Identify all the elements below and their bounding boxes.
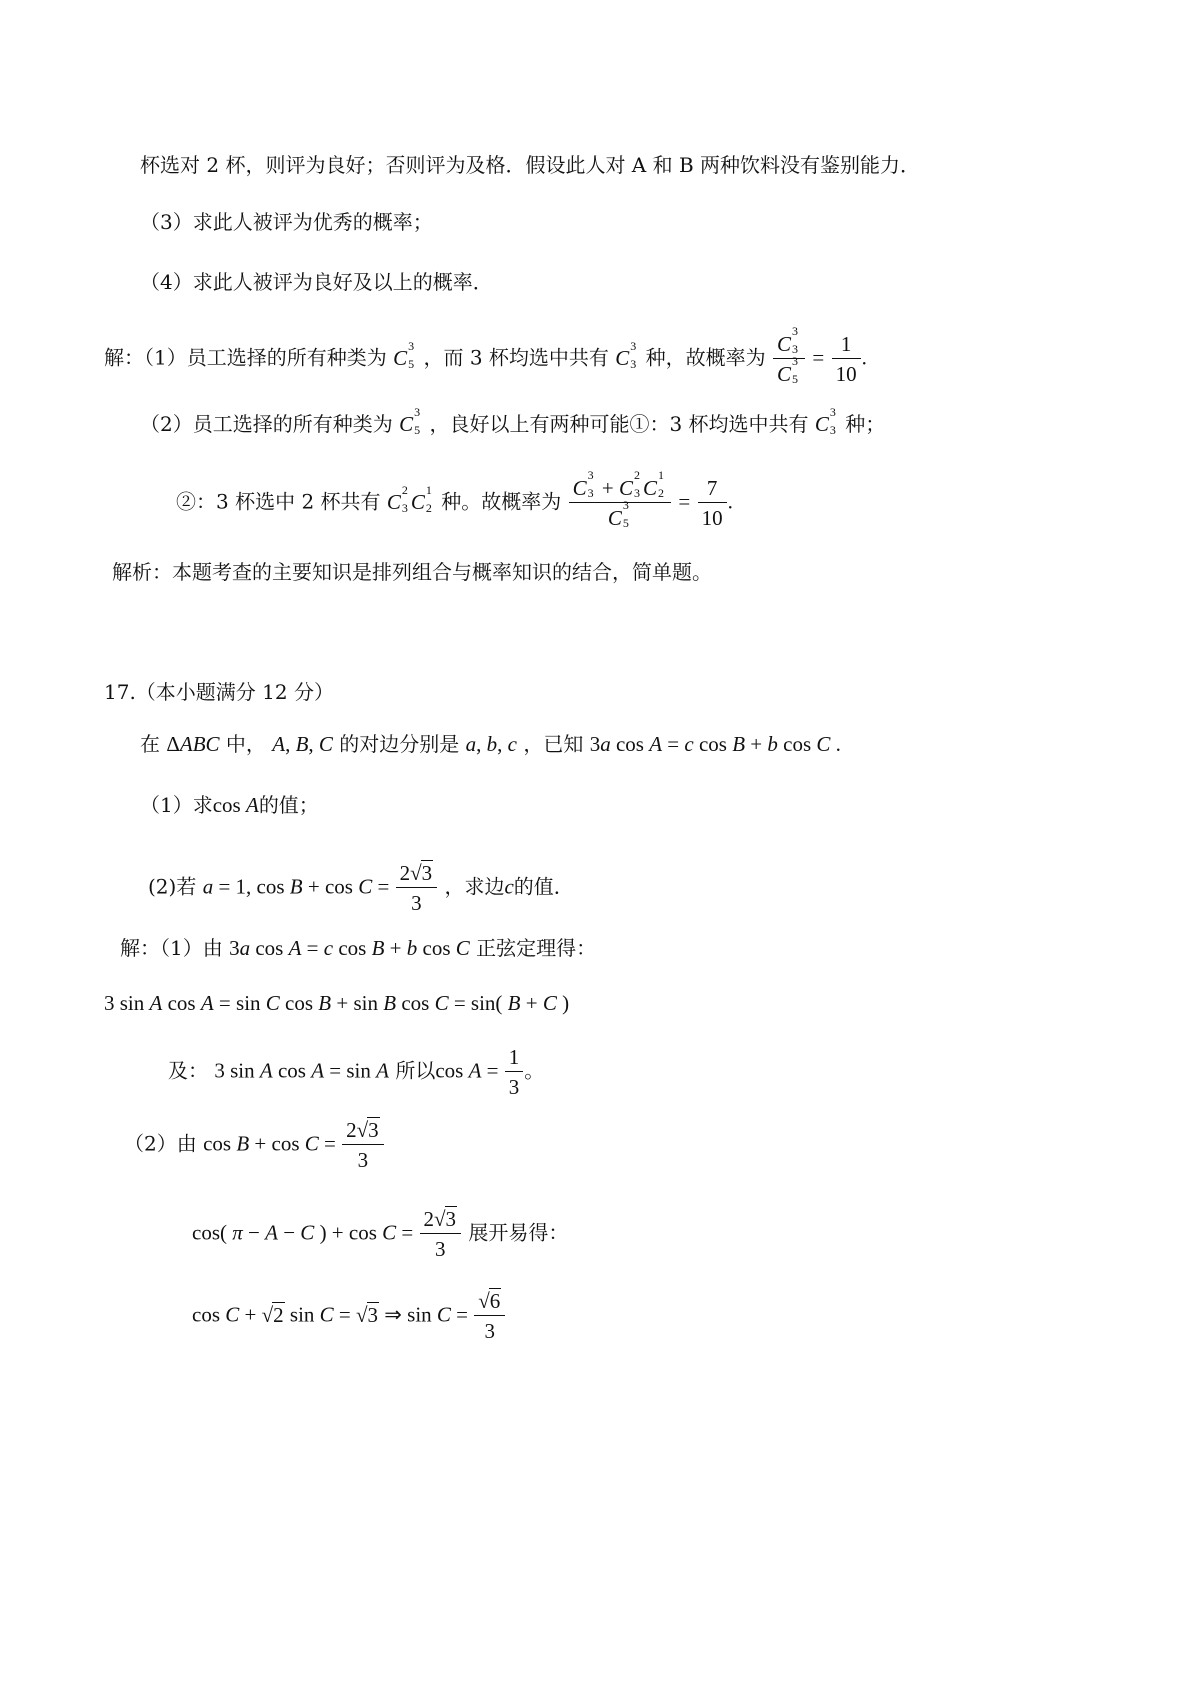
question-4: （4）求此人被评为良好及以上的概率． [140,270,493,294]
text-segment: ，良好以上有两种可能①：3 杯均选中共有 [429,412,809,436]
probability-fraction: C 3 3 C 3 5 [775,333,803,385]
text-segment: 种； [845,412,886,436]
solution-label: 解：（1）员工选择的所有种类为 [104,345,387,370]
analysis-text: 解析：本题考查的主要知识是排列组合与概率知识的结合，简单题。 [112,560,712,584]
fraction-2-sqrt3-over-3: $\frac{2√3}{3}$ [398,862,436,914]
text-segment: ，而 3 杯均选中共有 [423,345,609,370]
solution-16-part-1: 解：（1）员工选择的所有种类为 C 3 5 ，而 3 杯均选中共有 C 3 3 种，故概率为 C 3 3 C 3 5 = $\frac{1}{10}$ . [104,324,867,387]
probability-result: $\frac{7}{10}$ [700,477,725,529]
combination-c-3-2: C 2 3 [386,482,408,515]
fraction-sqrt6-over-3: $\frac{√6}{3}$ [476,1290,503,1342]
combination-c-3-3: C 3 3 [615,338,637,371]
combination-c-5-3: C 3 5 [399,405,421,437]
fraction-2-sqrt3-over-3: $\frac{2√3}{3}$ [344,1119,382,1171]
solution-17-part-2: （2）由 cos B + cos C = $\frac{2√3}{3}$ [124,1119,385,1171]
problem-17-part-1: （1）求cos A的值； [140,793,319,817]
question-3: （3）求此人被评为优秀的概率； [140,210,433,234]
fraction-1-over-3: $\frac{1}{3}$ [507,1046,522,1098]
probability-fraction: C 3 3 + C 2 3 C 1 2 C 3 5 [571,477,669,529]
text-segment: （2）员工选择的所有种类为 [140,412,393,436]
text-segment: 种，故概率为 [645,345,766,370]
solution-17-equation-1: 3 sin A cos A = sin C cos B + sin B cos C = sin( B + C ) [104,991,570,1015]
solution-16-part-2b: ②：3 杯选中 2 杯共有 C 2 3 C 1 2 种。故概率为 C 3 3 + C 2 3 C 1 2 C 3 5 = $\frac{7}{10}$ . [176,468,733,531]
solution-17-equation-2: cos( π − A − C ) + cos C = $\frac{2√3}{3}$ 展开易得： [192,1207,569,1262]
solution-17-step-1: 解：（1）由 3a cos A = c cos B + b cos C 正弦定理得： [120,936,597,960]
text-segment: ②：3 杯选中 2 杯共有 [176,489,381,514]
problem-17-part-2: (2)若 a = 1, cos B + cos C = $\frac{2√3}{3}$ ，求边c的值． [148,861,574,916]
problem-17-stem: 在 ΔABC 中， A, B, C 的对边分别是 a, b, c ，已知 3a cos A = c cos B + b cos C . [140,732,841,756]
problem-continued-text: 杯选对 2 杯，则评为良好；否则评为及格．假设此人对 A 和 B 两种饮料没有鉴别能力． [140,153,921,177]
combination-c-3-3: C 3 3 [814,405,836,437]
text-segment: 种。故概率为 [441,489,562,514]
solution-17-step-2: 及： 3 sin A cos A = sin A 所以cos A = $\frac{1}{3}$ 。 [168,1045,545,1100]
fraction-2-sqrt3-over-3: $\frac{2√3}{3}$ [422,1208,460,1260]
combination-c-2-1: C 1 2 [410,482,432,515]
problem-17-header: 17.（本小题满分 12 分） [104,680,334,704]
solution-17-equation-3: cos C + √2 sin C = √3 ⇒ sin C = $\frac{√6}{3}$ [192,1290,506,1342]
solution-16-part-2 [140,405,886,437]
probability-result: $\frac{1}{10}$ [834,333,859,385]
combination-c-5-3: C 3 5 [393,338,415,371]
